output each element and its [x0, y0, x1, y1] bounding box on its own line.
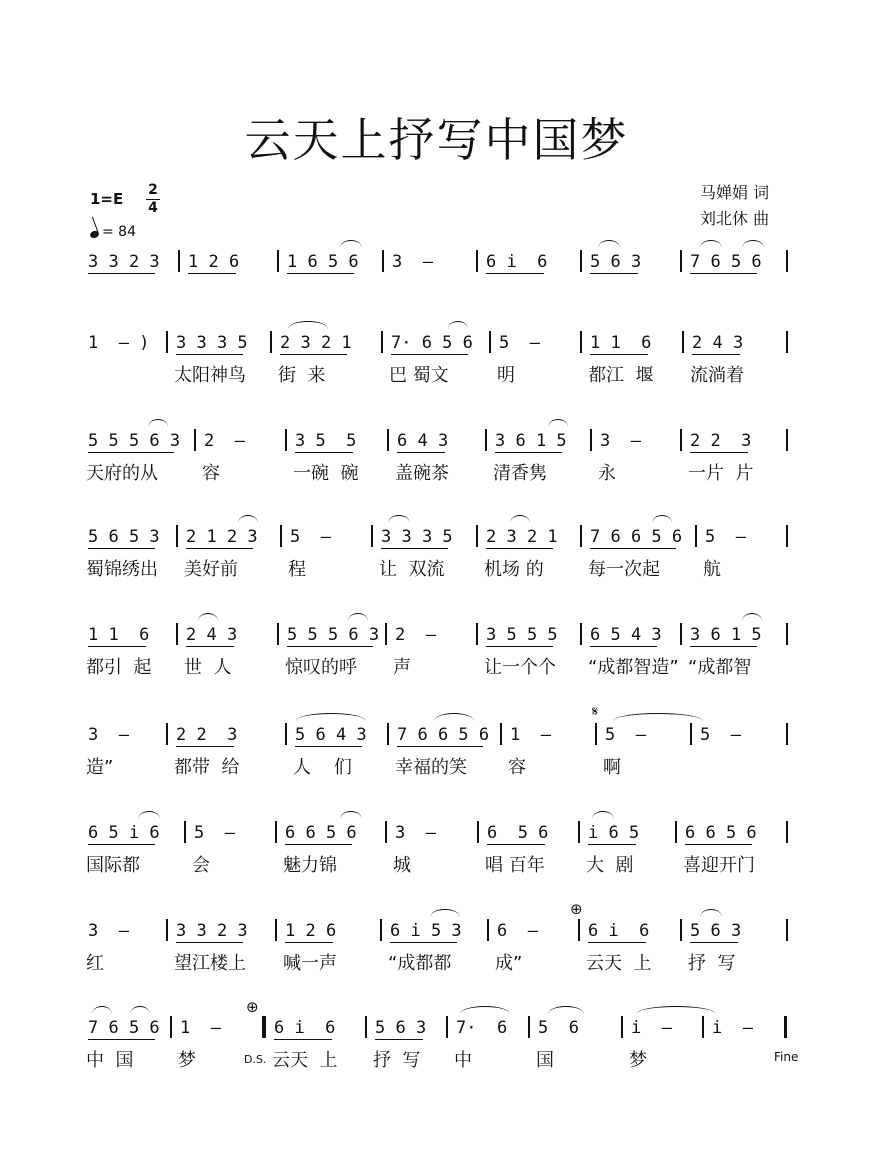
eighth-beam	[381, 548, 448, 549]
lyric-text: 人 们	[293, 757, 352, 778]
lyric-text: 让一个个	[484, 657, 556, 678]
slur-mark	[92, 1006, 112, 1014]
lyric-text: 都江 堰	[588, 365, 654, 386]
eighth-beam	[188, 273, 236, 274]
measure-notes: 5 6 4 3	[295, 725, 367, 745]
eighth-beam	[495, 452, 562, 453]
slur-mark	[613, 713, 703, 721]
slur-mark	[592, 811, 614, 819]
barline	[786, 821, 788, 843]
barline	[371, 525, 373, 547]
lyric-text: 魅力锦	[283, 855, 337, 876]
slur-mark	[434, 713, 474, 721]
measure-notes: 2 3 2 1	[280, 333, 352, 353]
eighth-beam	[486, 646, 553, 647]
measure-notes: 1 – )	[88, 333, 150, 353]
quarter-note-icon	[89, 230, 100, 240]
eighth-beam	[88, 452, 174, 453]
measure-notes: 5 5 5 6 3	[88, 431, 181, 451]
measure-notes: 3 6 1 5	[495, 431, 567, 451]
barline	[285, 723, 287, 745]
slur-mark	[148, 419, 168, 427]
barline	[595, 723, 597, 745]
meter-top: 2	[148, 182, 158, 198]
measure-notes: i –	[712, 1018, 753, 1038]
measure-notes: 6 4 3	[397, 431, 449, 451]
measure-notes: 3 3 2 3	[88, 252, 160, 272]
lyric-text: 容	[202, 463, 220, 484]
eighth-beam	[690, 273, 757, 274]
barline	[680, 250, 682, 272]
measure-notes: 6 i 5 3	[390, 921, 462, 941]
lyric-text: 惊叹的呼	[285, 657, 357, 678]
barline	[280, 525, 282, 547]
barline	[382, 250, 384, 272]
barline	[578, 821, 580, 843]
barline	[277, 623, 279, 645]
measure-notes: 7 6 5 6	[88, 1018, 160, 1038]
barline	[580, 623, 582, 645]
measure-notes: 2 3 2 1	[486, 527, 558, 547]
barline	[166, 919, 168, 941]
lyric-text: 唱 百年	[485, 855, 545, 876]
eighth-beam	[186, 548, 253, 549]
lyric-text: 一片 片	[688, 463, 754, 484]
eighth-beam	[590, 646, 657, 647]
measure-notes: 6 i 6	[588, 921, 650, 941]
lyric-text: 让 双流	[379, 559, 445, 580]
eighth-beam	[176, 942, 243, 943]
eighth-beam	[88, 844, 155, 845]
measure-notes: 2 –	[395, 625, 436, 645]
tempo-marking	[90, 224, 136, 240]
barline	[786, 919, 788, 941]
barline	[680, 623, 682, 645]
measure-notes: 5 6 3	[375, 1018, 427, 1038]
lyric-text: 大 剧	[586, 855, 634, 876]
measure-notes: 3 3 2 3	[176, 921, 248, 941]
lyric-text: 机场 的	[484, 559, 544, 580]
slur-mark	[288, 321, 328, 329]
eighth-beam	[88, 548, 155, 549]
measure-notes: 2 1 2 3	[186, 527, 258, 547]
measure-notes: 3 5 5	[295, 431, 357, 451]
lyric-text: 幸福的笑	[395, 757, 467, 778]
slur-mark	[238, 515, 258, 523]
measure-notes: 2 4 3	[692, 333, 744, 353]
eighth-beam	[176, 354, 243, 355]
slur-mark	[548, 419, 568, 427]
barline	[446, 1016, 448, 1038]
measure-notes: 6 6 5 6	[685, 823, 757, 843]
measure-notes: 2 4 3	[186, 625, 238, 645]
lyric-text: 世 人	[184, 657, 232, 678]
lyric-text: 声	[393, 657, 411, 678]
measure-notes: 1 6 5 6	[287, 252, 359, 272]
eighth-beam	[88, 646, 146, 647]
eighth-beam	[295, 452, 353, 453]
barline	[275, 919, 277, 941]
slur-mark	[742, 613, 762, 621]
measure-notes: 6 5 6	[487, 823, 549, 843]
slur-mark	[340, 811, 362, 819]
measure-notes: 1 2 6	[285, 921, 337, 941]
slur-mark	[548, 1006, 584, 1014]
lyric-text: 航	[703, 559, 721, 580]
lyric-text: 明	[497, 365, 515, 386]
slur-mark	[742, 240, 764, 248]
barline	[682, 331, 684, 353]
barline	[786, 623, 788, 645]
eighth-beam	[590, 354, 648, 355]
slur-mark	[348, 613, 368, 621]
slur-mark	[138, 811, 160, 819]
lyric-text: 天府的从	[86, 463, 158, 484]
measure-notes: 3 –	[88, 725, 129, 745]
barline	[695, 525, 697, 547]
barline	[786, 250, 788, 272]
barline	[476, 623, 478, 645]
slur-mark	[130, 1006, 150, 1014]
measure-notes: 2 –	[204, 431, 245, 451]
measure-notes: 7· 6 5 6	[391, 333, 473, 353]
barline	[385, 623, 387, 645]
lyric-text: 清香隽	[493, 463, 547, 484]
measure-notes: 5 6 3	[690, 921, 742, 941]
lyric-text: “成都智	[688, 657, 752, 678]
lyric-text: 都带 给	[174, 757, 240, 778]
barline	[578, 919, 580, 941]
lyric-text: “成都都	[388, 953, 452, 974]
lyric-text: 中	[454, 1050, 472, 1071]
barline	[176, 623, 178, 645]
measure-notes: 3 3 3 5	[381, 527, 453, 547]
measure-notes: 7 6 5 6	[690, 252, 762, 272]
eighth-beam	[88, 273, 155, 274]
slur-mark	[388, 515, 410, 523]
barline	[476, 250, 478, 272]
slur-mark	[460, 1006, 510, 1014]
lyric-text: 都引 起	[86, 657, 152, 678]
barline	[489, 331, 491, 353]
coda-icon: ⊕	[246, 998, 259, 1016]
slur-mark	[636, 1006, 716, 1014]
eighth-beam	[590, 548, 676, 549]
barline	[166, 723, 168, 745]
eighth-beam	[295, 746, 362, 747]
measure-notes: 5 –	[700, 725, 741, 745]
measure-notes: 5 6	[538, 1018, 579, 1038]
measure-notes: 5 6 3	[590, 252, 642, 272]
measure-notes: 3 3 3 5	[176, 333, 248, 353]
lyric-text: 望江楼上	[174, 953, 246, 974]
slur-mark	[430, 909, 460, 917]
barline	[500, 723, 502, 745]
slur-mark	[598, 240, 620, 248]
lyric-text: 成”	[495, 953, 523, 974]
slur-mark	[700, 909, 722, 917]
lyric-text: 城	[393, 855, 411, 876]
eighth-beam	[588, 942, 646, 943]
slur-mark	[700, 240, 722, 248]
lyric-text: 巴 蜀文	[389, 365, 449, 386]
barline	[680, 429, 682, 451]
lyric-text: 啊	[603, 757, 621, 778]
barline	[476, 525, 478, 547]
fine-marking: Fine	[774, 1050, 799, 1064]
barline	[680, 919, 682, 941]
measure-notes: i 6 5	[588, 823, 640, 843]
eighth-beam	[397, 452, 445, 453]
measure-notes: 3 –	[88, 921, 129, 941]
eighth-beam	[590, 273, 638, 274]
meter-bottom: 4	[148, 200, 158, 216]
lyric-text: 造”	[86, 757, 114, 778]
lyric-text: 国	[536, 1050, 554, 1071]
lyric-text: 太阳神鸟	[174, 365, 246, 386]
barline	[786, 525, 788, 547]
lyric-text: 梦	[629, 1050, 647, 1071]
barline	[270, 331, 272, 353]
measure-notes: 5 –	[605, 725, 646, 745]
key-signature: 1=E	[90, 190, 124, 208]
barline	[380, 919, 382, 941]
slur-mark	[198, 613, 218, 621]
barline	[580, 525, 582, 547]
measure-notes: 5 6 5 3	[88, 527, 160, 547]
eighth-beam	[375, 1039, 423, 1040]
time-signature	[146, 183, 160, 216]
eighth-beam	[391, 354, 468, 355]
barline	[166, 331, 168, 353]
barline	[487, 919, 489, 941]
slur-mark	[510, 515, 530, 523]
slur-mark	[340, 240, 362, 248]
lyric-text: “成都智造”	[588, 657, 679, 678]
barline	[580, 331, 582, 353]
measure-notes: 3 6 1 5	[690, 625, 762, 645]
eighth-beam	[486, 548, 553, 549]
eighth-beam	[186, 646, 234, 647]
measure-notes: 6 5 4 3	[590, 625, 662, 645]
barline	[387, 723, 389, 745]
measure-notes: 6 –	[497, 921, 538, 941]
coda-icon: ⊕	[570, 900, 583, 918]
barline	[590, 429, 592, 451]
lyric-text: 云天 上	[272, 1050, 338, 1071]
measure-notes: 6 6 5 6	[285, 823, 357, 843]
eighth-beam	[285, 844, 352, 845]
lyric-text: 街 来	[278, 365, 326, 386]
measure-notes: 5 –	[499, 333, 540, 353]
eighth-beam	[287, 646, 373, 647]
measure-notes: 5 –	[194, 823, 235, 843]
lyricist-credit: 马婵娟 词	[700, 183, 770, 202]
lyric-text: 一碗 碗	[293, 463, 359, 484]
eighth-beam	[176, 746, 234, 747]
eighth-beam	[285, 942, 333, 943]
composer-credit: 刘北休 曲	[700, 209, 770, 228]
lyric-text: 梦	[178, 1050, 196, 1071]
barline	[621, 1016, 623, 1038]
measure-notes: 6 i 6	[274, 1018, 336, 1038]
lyric-text: 永	[598, 463, 616, 484]
barline	[285, 429, 287, 451]
eighth-beam	[690, 942, 738, 943]
measure-notes: 3 5 5 5	[486, 625, 558, 645]
barline	[690, 723, 692, 745]
measure-notes: 1 1 6	[590, 333, 652, 353]
measure-notes: 1 1 6	[88, 625, 150, 645]
tempo-value: = 84	[102, 224, 136, 240]
barline	[675, 821, 677, 843]
lyric-text: 每一次起	[588, 559, 660, 580]
segno-icon: 𝄋	[592, 704, 599, 720]
ds-marking: D.S.	[244, 1053, 267, 1066]
measure-notes: 6 5 i 6	[88, 823, 160, 843]
song-title: 云天上抒写中国梦	[244, 113, 629, 167]
lyric-text: 中 国	[86, 1050, 134, 1071]
barline	[528, 1016, 530, 1038]
barline	[702, 1016, 704, 1038]
eighth-beam	[685, 844, 752, 845]
measure-notes: 7 6 6 5 6	[397, 725, 490, 745]
measure-notes: 1 –	[510, 725, 551, 745]
eighth-beam	[280, 354, 347, 355]
barline	[365, 1016, 367, 1038]
measure-notes: 7 6 6 5 6	[590, 527, 683, 547]
barline	[275, 821, 277, 843]
lyric-text: 会	[192, 855, 210, 876]
slur-mark	[652, 515, 672, 523]
barline	[381, 331, 383, 353]
measure-notes: i –	[631, 1018, 672, 1038]
barline	[786, 723, 788, 745]
barline	[277, 250, 279, 272]
measure-notes: 5 –	[705, 527, 746, 547]
lyric-text: 云天 上	[586, 953, 652, 974]
eighth-beam	[487, 844, 545, 845]
lyric-text: 流淌着	[690, 365, 744, 386]
lyric-text: 美好前	[184, 559, 238, 580]
barline	[194, 429, 196, 451]
lyric-text: 盖碗茶	[395, 463, 449, 484]
measure-notes: 6 i 6	[486, 252, 548, 272]
lyric-text: 抒 写	[688, 953, 736, 974]
measure-notes: 3 –	[600, 431, 641, 451]
measure-notes: 1 2 6	[188, 252, 240, 272]
eighth-beam	[588, 844, 636, 845]
eighth-beam	[397, 746, 483, 747]
measure-notes: 2 2 3	[690, 431, 752, 451]
lyric-text: 容	[508, 757, 526, 778]
measure-notes: 1 –	[180, 1018, 221, 1038]
slur-mark	[448, 321, 468, 329]
barline	[477, 821, 479, 843]
final-barline	[784, 1016, 787, 1038]
repeat-barline	[262, 1016, 264, 1038]
eighth-beam	[486, 273, 544, 274]
lyric-text: 抒 写	[373, 1050, 421, 1071]
barline	[485, 429, 487, 451]
barline	[387, 429, 389, 451]
eighth-beam	[88, 1039, 155, 1040]
measure-notes: 3 –	[395, 823, 436, 843]
eighth-beam	[690, 452, 748, 453]
barline	[170, 1016, 172, 1038]
barline	[264, 1016, 266, 1038]
eighth-beam	[690, 646, 757, 647]
barline	[385, 821, 387, 843]
barline	[786, 429, 788, 451]
measure-notes: 2 2 3	[176, 725, 238, 745]
lyric-text: 国际都	[86, 855, 140, 876]
lyric-text: 红	[86, 953, 104, 974]
lyric-text: 程	[288, 559, 306, 580]
measure-notes: 7· 6	[456, 1018, 508, 1038]
barline	[176, 525, 178, 547]
measure-notes: 5 5 5 6 3	[287, 625, 380, 645]
slur-mark	[296, 713, 366, 721]
measure-notes: 5 –	[290, 527, 331, 547]
measure-notes: 3 –	[392, 252, 433, 272]
eighth-beam	[692, 354, 740, 355]
barline	[580, 250, 582, 272]
lyric-text: 喊一声	[283, 953, 337, 974]
eighth-beam	[287, 273, 354, 274]
eighth-beam	[274, 1039, 332, 1040]
barline	[178, 250, 180, 272]
barline	[786, 331, 788, 353]
barline	[184, 821, 186, 843]
eighth-beam	[390, 942, 457, 943]
lyric-text: 喜迎开门	[683, 855, 755, 876]
lyric-text: 蜀锦绣出	[86, 559, 158, 580]
